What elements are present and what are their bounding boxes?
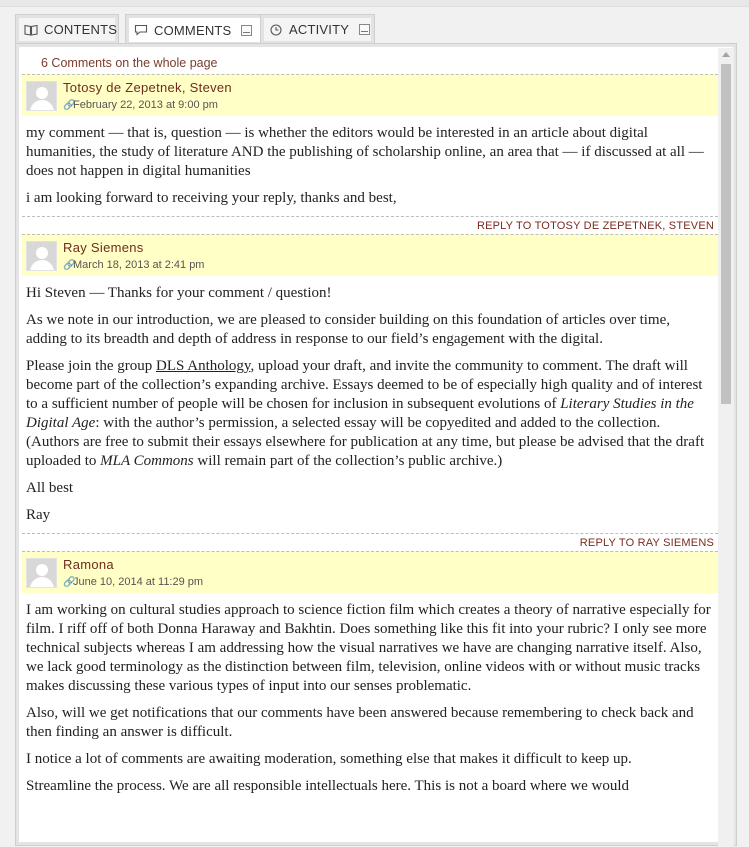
- comment-header: [22, 74, 718, 116]
- comment-author[interactable]: Totosy de Zepetnek, Steven: [63, 80, 232, 95]
- book-icon: [24, 24, 38, 36]
- speech-bubble-icon: [134, 24, 148, 36]
- link-icon: 🔗: [63, 100, 76, 111]
- comment-author[interactable]: Ramona: [63, 557, 114, 572]
- avatar: [26, 241, 57, 271]
- reply-button[interactable]: REPLY TO RAY SIEMENS: [22, 533, 718, 551]
- avatar: [26, 558, 57, 588]
- tab-contents-label: CONTENTS: [44, 22, 118, 37]
- minimize-activity-icon[interactable]: [359, 24, 370, 35]
- comment-paragraph: All best: [26, 480, 74, 496]
- comment-paragraph: Streamline the process. We are all responsible intellectuals here. This is not a board where we would: [26, 778, 630, 794]
- avatar: [26, 81, 57, 111]
- tab-activity-label: ACTIVITY: [289, 22, 350, 37]
- comment-paragraph: Please join the group DLS Anthology, upload your draft, and invite the community to comment. The draft will become part of the collection’s expanding archive. Essays deemed to be of especially high quality and of interest to a sufficient number of people will be chosen for inclusion in subsequent evolutions of Literary Studies in the Digital Age: with the author’s permission, a selected essay will be copyedited and added to the collection. (Authors are free to submit their essays elsewhere for publication at any time, but please be advised that the draft uploaded to MLA Commons will remain part of the collection’s public archive.): [26, 358, 705, 469]
- comment-paragraph: my comment — that is, question — is whether the editors would be interested in an article about digital humanities, the study of literature AND the publishing of scholarship online, an area that — if discussed at all — does not happen in digital humanities: [26, 125, 704, 179]
- scrollbar-thumb[interactable]: [721, 64, 731, 404]
- comment-date[interactable]: 🔗March 18, 2013 at 2:41 pm: [63, 259, 205, 271]
- comments-scroll-area[interactable]: [22, 50, 718, 847]
- link-icon: 🔗: [63, 577, 76, 588]
- comment-body: [22, 593, 718, 796]
- tab-contents[interactable]: [15, 14, 119, 44]
- comment-paragraph: Ray: [26, 507, 51, 523]
- comment: [22, 234, 718, 551]
- dls-anthology-link[interactable]: DLS Anthology: [155, 358, 251, 374]
- reply-button[interactable]: REPLY TO TOTOSY DE ZEPETNEK, STEVEN: [22, 216, 718, 234]
- clock-icon: [269, 24, 283, 36]
- comment-header: [22, 551, 718, 593]
- scrollbar[interactable]: [718, 48, 734, 847]
- tab-activity[interactable]: [260, 14, 375, 44]
- comment-body: [22, 116, 718, 208]
- minimize-comments-icon[interactable]: [241, 25, 252, 36]
- tab-comments-label: COMMENTS: [154, 22, 232, 38]
- link-icon: 🔗: [63, 260, 76, 271]
- comment-paragraph: I notice a lot of comments are awaiting moderation, something else that makes it difficult to keep up.: [26, 751, 632, 767]
- scroll-up-icon[interactable]: [722, 52, 730, 57]
- comment-header: [22, 234, 718, 276]
- comment-date[interactable]: 🔗June 10, 2014 at 11:29 pm: [63, 576, 204, 588]
- comment-paragraph: i am looking forward to receiving your reply, thanks and best,: [26, 190, 397, 206]
- comment-author[interactable]: Ray Siemens: [63, 240, 144, 255]
- comment-paragraph: I am working on cultural studies approach to science fiction film which creates a theory of narrative especially for film. I riff off of both Donna Haraway and Bakhtin. Does something like this fit into your rubric? I only see more technical subjects whereas I am addressing how the visual narratives we have are changing narrative itself. Also, we lack good terminology as the distinction between film, television, online videos with or without music tracks makes discussing these various types of input into our senses problematic.: [26, 602, 711, 694]
- comments-count: 6 Comments on the whole page: [41, 56, 218, 70]
- comment-date[interactable]: 🔗February 22, 2013 at 9:00 pm: [63, 99, 218, 111]
- comment: [22, 74, 718, 234]
- comments-panel: [15, 43, 737, 846]
- comment-body: [22, 276, 718, 525]
- comment-paragraph: Hi Steven — Thanks for your comment / question!: [26, 285, 332, 301]
- comment-paragraph: Also, will we get notifications that our comments have been answered because remembering to check back and then finding an answer is difficult.: [26, 705, 694, 740]
- tab-comments[interactable]: [125, 14, 267, 45]
- comment: [22, 551, 718, 796]
- comment-paragraph: As we note in our introduction, we are pleased to consider building on this foundation of articles over time, adding to its breadth and depth of address in response to our field’s engagement with the digital.: [26, 312, 671, 347]
- top-strip: [0, 0, 749, 7]
